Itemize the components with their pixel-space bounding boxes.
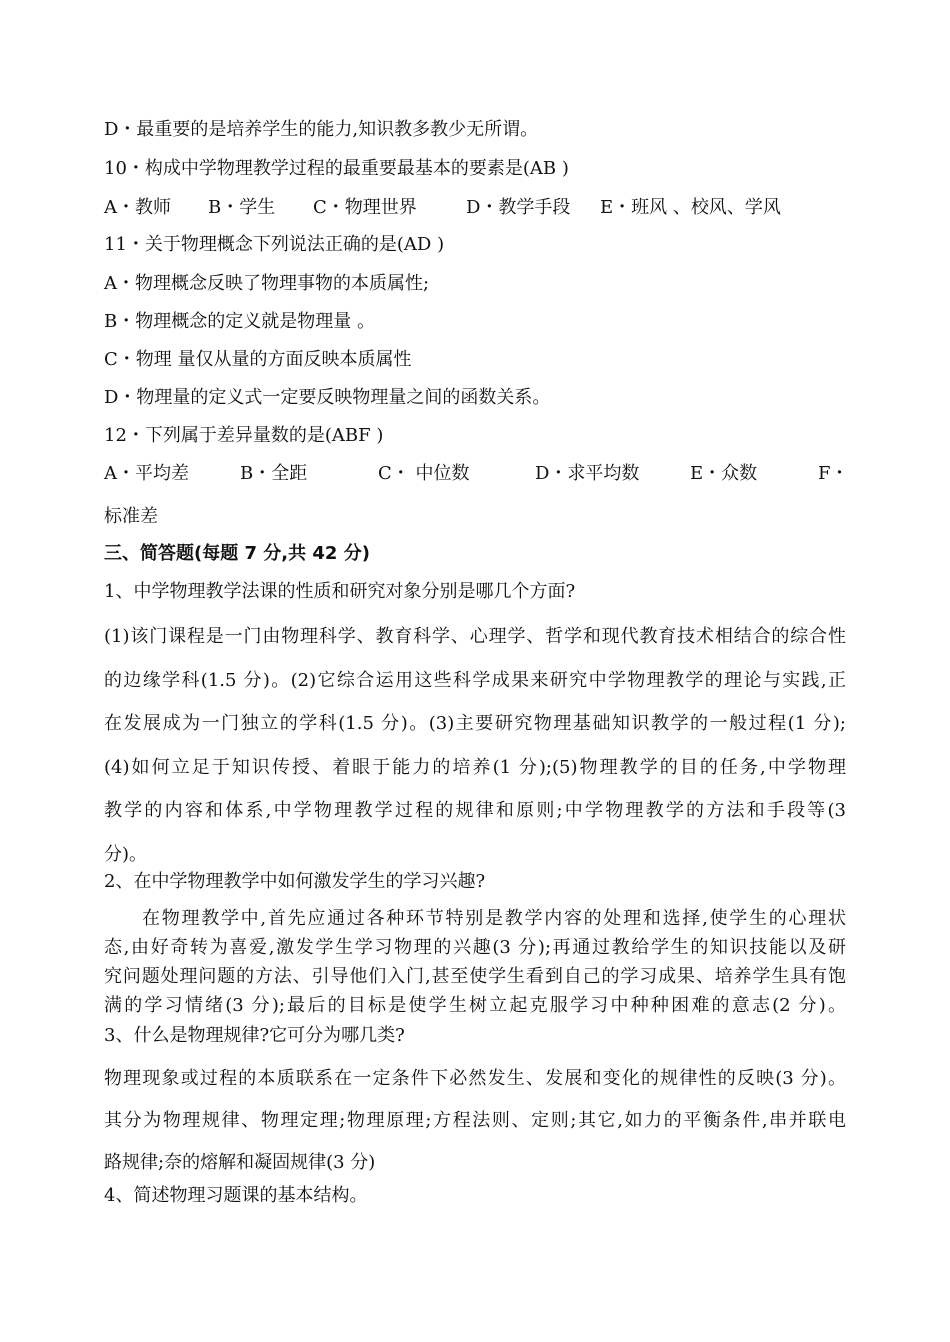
answer-3-1-line: 的边缘学科(1.5 分)。(2)它综合运用这些科学成果来研究中学物理教学的理论与实践,正 [104,669,846,691]
answer-3-1-line: 在发展成为一门独立的学科(1.5 分)。(3)主要研究物理基础知识教学的一般过程(1 分); [104,713,846,734]
q12-option-f: F・ [818,463,849,484]
answer-3-2 [104,904,846,1020]
answer-3-3 [104,1058,846,1184]
q10-option-d: D・教学手段 [466,197,571,218]
question-3-3: 3、什么是物理规律?它可分为哪几类? [104,1025,405,1046]
answer-3-2-line: 满的学习情绪(3 分);最后的目标是使学生树立起克服学习中种种困难的意志(2 分)。 [104,995,846,1016]
question-10: 10・构成中学物理教学过程的最重要最基本的要素是(AB ) [104,158,569,179]
q11-option-a: A・物理概念反映了物理事物的本质属性; [104,273,430,294]
option-d-ability: D・最重要的是培养学生的能力,知识教多教少无所谓。 [104,119,539,140]
question-3-1: 1、中学物理教学法课的性质和研究对象分别是哪几个方面? [104,581,576,602]
q11-option-c: C・物理 量仅从量的方面反映本质属性 [104,349,412,370]
q12-option-e: E・众数 [690,463,758,484]
answer-3-1-line: 分)。 [104,843,148,865]
question-3-4: 4、简述物理习题课的基本结构。 [104,1185,368,1206]
q10-option-e: E・班风 、校风、学风 [600,197,781,218]
q12-option-d: D・求平均数 [535,463,640,484]
question-12: 12・下列属于差异量数的是(ABF ) [104,425,384,446]
question-3-2: 2、在中学物理教学中如何激发学生的学习兴趣? [104,871,486,892]
q12-option-f-text: 标准差 [104,506,158,527]
answer-3-2-line: 态,由好奇转为喜爱,激发学生学习物理的兴趣(3 分);再通过教给学生的知识技能以及研 [104,937,846,958]
section-3-title: 三、简答题(每题 7 分,共 42 分) [104,543,370,564]
answer-3-2-line: 究问题处理问题的方法、引导他们入门,甚至使学生看到自己的学习成果、培养学生具有饱 [104,966,846,987]
q12-option-a: A・平均差 [104,463,189,484]
answer-3-1-line: (4)如何立足于知识传授、着眼于能力的培养(1 分);(5)物理教学的目的任务,中学物理 [104,756,846,778]
answer-3-3-line: 路规律;奈的熔解和凝固规律(3 分) [104,1152,376,1173]
q12-option-c: C・ 中位数 [378,463,470,484]
question-11: 11・关于物理概念下列说法正确的是(AD ) [104,234,445,255]
answer-3-1-line: 教学的内容和体系,中学物理教学过程的规律和原则;中学物理教学的方法和手段等(3 [104,800,846,821]
q10-option-b: B・学生 [208,197,276,218]
q12-option-b: B・全距 [240,463,308,484]
answer-3-3-line: 其分为物理规律、物理定理;物理原理;方程法则、定则;其它,如力的平衡条件,串并联电 [104,1110,846,1131]
q10-option-c: C・物理世界 [313,197,417,218]
q10-option-a: A・教师 [104,197,171,218]
q11-option-b: B・物理概念的定义就是物理量 。 [104,311,375,332]
answer-3-2-line: 在物理教学中,首先应通过各种环节特别是教学内容的处理和选择,使学生的心理状 [142,908,846,929]
q11-option-d: D・物理量的定义式一定要反映物理量之间的函数关系。 [104,387,551,408]
answer-3-1 [104,615,846,876]
answer-3-1-line: (1)该门课程是一门由物理科学、教育科学、心理学、哲学和现代教育技术相结合的综合性 [104,626,846,647]
answer-3-3-line: 物理现象或过程的本质联系在一定条件下必然发生、发展和变化的规律性的反映(3 分)。 [104,1068,846,1089]
